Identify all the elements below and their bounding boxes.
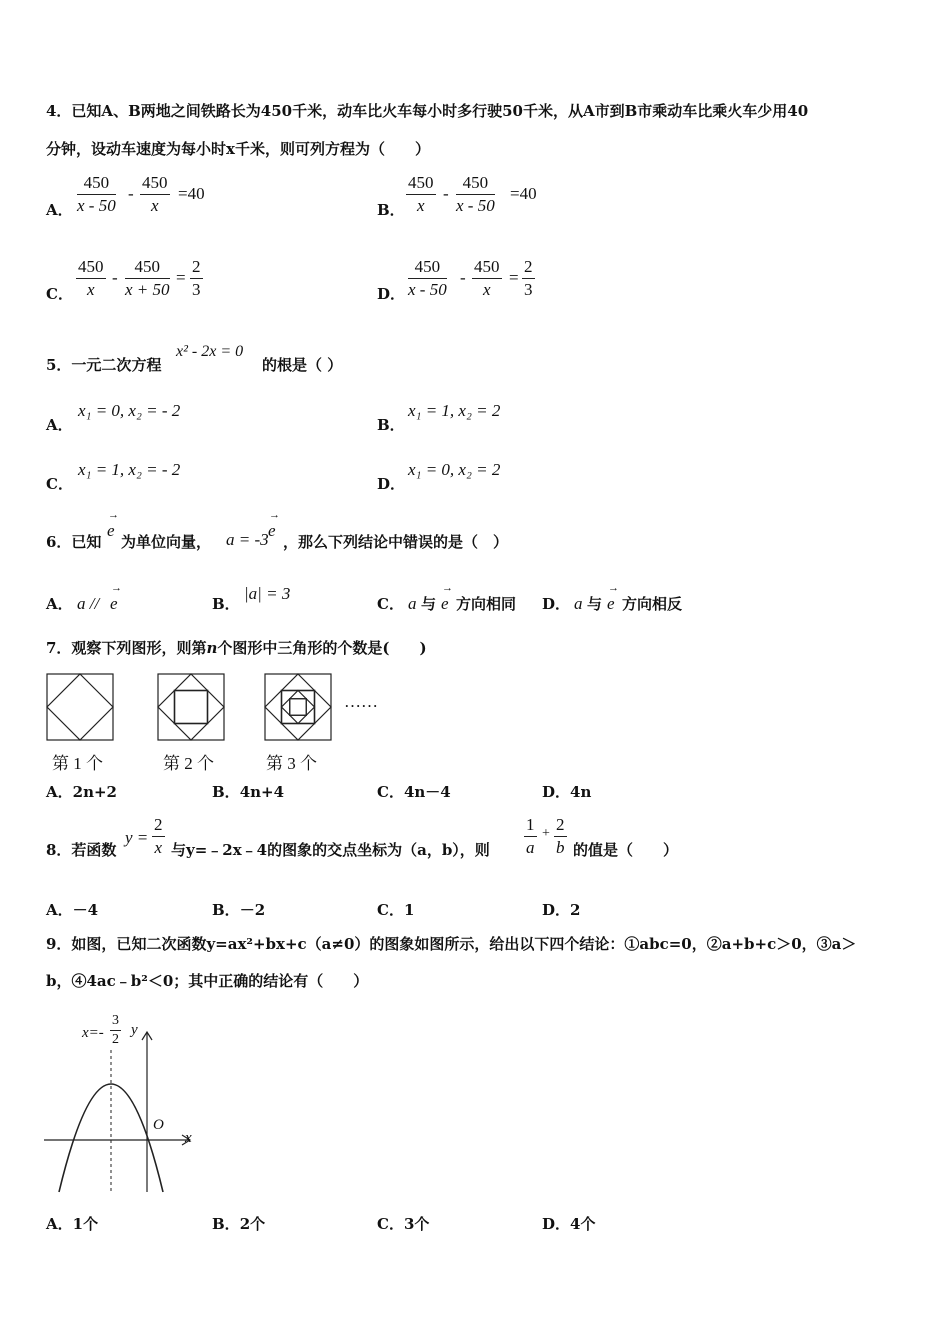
q9-stem-line2: b，④4ac﹣b²＜0；其中正确的结论有（ ） [46, 972, 369, 990]
q4-b-rhs: =40 [510, 184, 537, 203]
q7-option-d: D．4n [542, 783, 592, 801]
q7-option-b: B．4n+4 [212, 783, 285, 801]
q7-figure-2 [157, 673, 227, 743]
q4-c-op: - [112, 268, 118, 287]
q6-mid: 为单位向量， [121, 533, 212, 551]
q6-eq: a = -3 [226, 530, 269, 549]
q4-a-op: - [128, 184, 134, 203]
q5-option-d: x₁ = 0, x₂ = 2 [408, 460, 501, 479]
q8-option-d: D．2 [542, 901, 581, 919]
q8-func-y: y = [125, 828, 149, 847]
q6-suffix: ，那么下列结论中错误的是（ ） [283, 533, 509, 551]
q4-d-eq: = [509, 268, 519, 287]
q5-option-b-label: B． [377, 416, 405, 434]
q6-option-a-e: → e [110, 582, 122, 613]
q4-d-op: - [460, 268, 466, 287]
q8-frac-2b: $\frac{2}{b}$ [556, 815, 565, 857]
q8-option-b: B．－2 [212, 901, 266, 919]
q9-axis-label: x=- [82, 1025, 104, 1041]
q4-c-rhs-frac: $\frac{2}{3}$ [192, 257, 201, 299]
q6-option-d-e: → e [607, 582, 619, 613]
q5-option-c: x₁ = 1, x₂ = - 2 [78, 460, 181, 479]
q6-option-d-text: 方向相反 [622, 595, 683, 613]
q9-stem-line1: 9．如图，已知二次函数y=ax²+bx+c（a≠0）的图象如图所示，给出以下四个结论：①abc=0，②a+b+c＞0，③a＞ [46, 935, 857, 953]
q6-option-c-e: → e [441, 582, 453, 613]
q9-x-label: x [185, 1130, 192, 1146]
q4-option-c-label: C． [46, 285, 73, 303]
q8-frac-1a: $\frac{1}{a}$ [526, 815, 535, 857]
q6-vector-e: → e [107, 509, 119, 540]
q5-option-a-label: A． [46, 416, 73, 434]
q8-plus: + [542, 826, 550, 841]
q4-option-b-label: B． [377, 201, 405, 219]
q4-c-frac2: $\frac{450}{x + 50}$ [125, 257, 170, 299]
q4-d-frac1: $\frac{450}{x - 50}$ [408, 257, 447, 299]
q8-prefix: 8．若函数 [46, 841, 117, 859]
q9-origin-label: O [153, 1117, 164, 1133]
q9-option-c: C．3个 [377, 1215, 430, 1233]
q4-b-op: - [443, 184, 449, 203]
q4-stem-line1: 4．已知A、B两地之间铁路长为450千米，动车比火车每小时多行驶50千米，从A市到B市乘动车比乘火车少用40 [46, 102, 809, 120]
q8-func-frac: $\frac{2}{x}$ [154, 815, 163, 857]
q5-option-c-label: C． [46, 475, 73, 493]
q7-option-a: A．2n+2 [46, 783, 117, 801]
q4-option-a-label: A． [46, 201, 73, 219]
q9-option-b: B．2个 [212, 1215, 266, 1233]
q4-d-frac2: $\frac{450}{x}$ [474, 257, 500, 299]
q8-option-c: C．1 [377, 901, 415, 919]
q9-parabola-graph [40, 1010, 210, 1195]
q6-option-c-joiner: 与 [421, 595, 437, 613]
q6-option-c-label: C． [377, 595, 404, 613]
q7-caption-1: 第 1 个 [52, 754, 103, 773]
q7-ellipsis: …… [344, 692, 378, 711]
q4-b-frac2: $\frac{450}{x - 50}$ [456, 173, 495, 215]
q9-y-label: y [131, 1022, 138, 1038]
q5-option-b: x₁ = 1, x₂ = 2 [408, 401, 501, 420]
q7-figure-3 [264, 673, 334, 743]
q7-caption-2: 第 2 个 [163, 754, 214, 773]
q4-a-rhs: =40 [178, 184, 205, 203]
q8-suffix: 的值是（ ） [573, 841, 679, 859]
q6-option-b-math: |a| = 3 [244, 584, 291, 603]
q6-option-c-math: a [408, 594, 417, 613]
q7-figure-1 [46, 673, 116, 743]
q4-d-rhs-frac: $\frac{2}{3}$ [524, 257, 533, 299]
q4-a-frac2: $\frac{450}{x}$ [142, 173, 168, 215]
q9-option-d: D．4个 [542, 1215, 596, 1233]
q6-option-d-label: D． [542, 595, 571, 613]
q7-caption-3: 第 3 个 [266, 754, 317, 773]
q9-option-a: A．1个 [46, 1215, 99, 1233]
q8-option-a: A．－4 [46, 901, 99, 919]
q6-eq-vector-e: → e [268, 509, 280, 540]
q6-option-a-label: A． [46, 595, 73, 613]
q7-option-c: C．4n－4 [377, 783, 451, 801]
q4-option-d-label: D． [377, 285, 406, 303]
q6-option-a-math: a // [77, 594, 100, 613]
q6-option-b-label: B． [212, 595, 240, 613]
q6-option-d-math: a [574, 594, 583, 613]
q5-option-d-label: D． [377, 475, 406, 493]
q4-stem-line2: 分钟，设动车速度为每小时x千米，则可列方程为（ ） [46, 140, 430, 158]
q7-stem: 7．观察下列图形，则第n个图形中三角形的个数是( ) [46, 639, 427, 657]
q4-b-frac1: $\frac{450}{x}$ [408, 173, 434, 215]
q6-option-d-joiner: 与 [587, 595, 603, 613]
q5-equation: x² - 2x = 0 [176, 343, 244, 360]
q5-prefix: 5．一元二次方程 [46, 356, 162, 374]
q6-option-c-text: 方向相同 [456, 595, 517, 613]
q9-axis-frac: $\frac{3}{2}$ [112, 1013, 119, 1047]
q4-c-frac1: $\frac{450}{x}$ [78, 257, 104, 299]
q5-suffix: 的根是（ ） [262, 356, 343, 374]
q6-prefix: 6．已知 [46, 533, 102, 551]
q4-c-eq: = [176, 268, 186, 287]
q4-a-frac1: $\frac{450}{x - 50}$ [77, 173, 116, 215]
q8-mid: 与y=﹣2x﹣4的图象的交点坐标为（a，b），则 [171, 841, 490, 859]
q5-option-a: x₁ = 0, x₂ = - 2 [78, 401, 181, 420]
